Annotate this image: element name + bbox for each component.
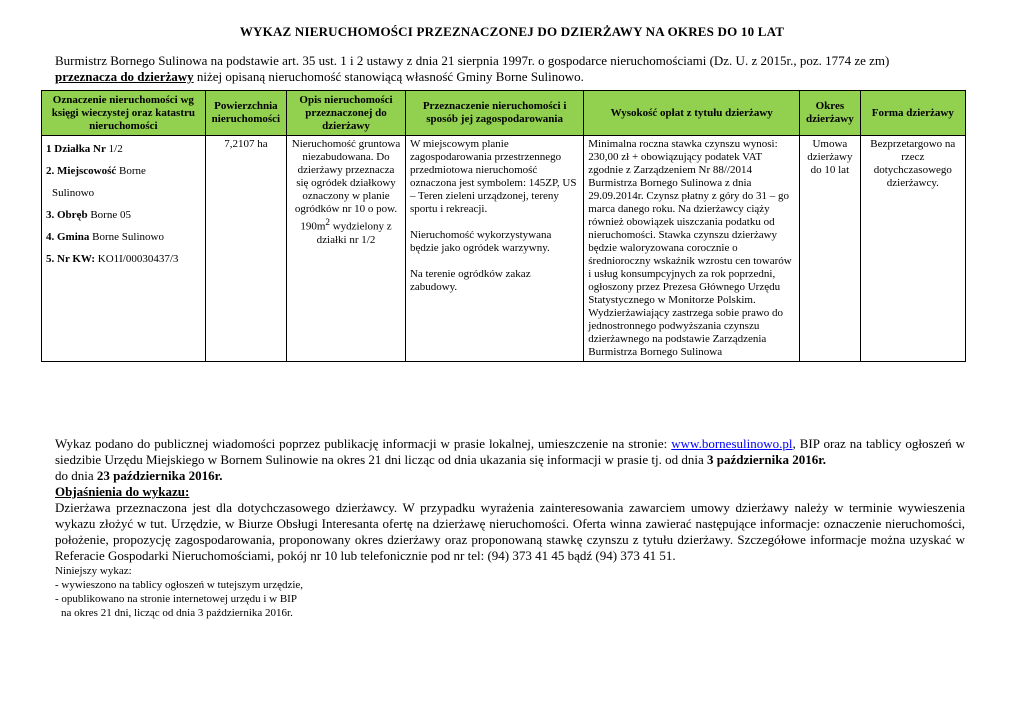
header-location: Oznaczenie nieruchomości wg księgi wieczystej oraz katastru nieruchomości: [42, 91, 206, 136]
cell-form: Bezprzetargowo na rzecz dotychczasowego dzierżawcy.: [860, 136, 965, 362]
intro-line1: Burmistrz Bornego Sulinowa na podstawie art. 35 ust. 1 i 2 ustawy z dnia 21 sierpnia 1997r. o gospodarce nieruchomościami (Dz. U. z 2015r., poz. 1774 ze zm): [55, 53, 890, 68]
location-land-register: 5. Nr KW: KO1I/00030437/3: [46, 253, 179, 265]
notice-list: [55, 564, 965, 620]
intro-paragraph: [55, 53, 975, 85]
purpose-plan: W miejscowym planie zagospodarowania przestrzennego przedmiotowa nieruchomość oznaczona jest symbolem: 145ZP, US – Teren zieleni urządzonej, tereny sportu i rekreacji.: [409, 138, 577, 215]
explanations-title: Objaśnienia do wykazu:: [55, 484, 190, 499]
location-plot: 1 Działka Nr 1/2: [46, 143, 123, 155]
cell-area: 7,2107 ha: [205, 136, 286, 362]
notice-item: - wywieszono na tablicy ogłoszeń w tutejszym urzędzie,: [55, 579, 304, 591]
purpose-use: Nieruchomość wykorzystywana będzie jako ogródek warzywny.: [409, 229, 552, 254]
notice-item: na okres 21 dni, licząc od dnia 3 października 2016r.: [61, 607, 293, 619]
intro-underlined: przeznacza do dzierżawy: [55, 69, 194, 84]
notice-item: - opublikowano na stronie internetowej urzędu i w BIP: [55, 593, 297, 605]
cell-description: Nieruchomość gruntowa niezabudowana. Do dzierżawy przeznacza się ogródek działkowy oznaczony w planie ogródków nr 10 o pow. $190m^2$ wydzielony z działki nr 1/2: [287, 136, 406, 362]
notice-title: Niniejszy wykaz:: [55, 565, 132, 577]
publication-paragraph: Wykaz podano do publicznej wiadomości poprzez publikację informacji w prasie lokalnej, umieszczenie na stronie: www.bornesulinowo.pl, BIP oraz na tablicy ogłoszeń w siedzibie Urzędu Miejskiego w Bornem Sulinowie na okres 21 dni licząc od dnia ukazania się informacji w prasie tj. od dnia 3 października 2016r. do dnia 23 października 2016r.: [55, 436, 965, 483]
footer-section: [55, 436, 965, 620]
table-row: [42, 136, 966, 362]
cell-fee: Minimalna roczna stawka czynszu wynosi: 230,00 zł + obowiązujący podatek VAT zgodnie z Zarządzeniem Nr 88//2014 Burmistrza Bornego Sulinowa z dnia 29.09.2014r. Czynsz płatny z góry do 31 – go marca danego roku. Na dzierżawcy ciąży również obowiązek uiszczania podatku od nieruchomości. Stawka czynszu dzierżawy będzie waloryzowana corocznie o średnioroczny wskaźnik wzrostu cen towarów i usług konsumpcyjnych za rok poprzedni, ogłoszony przez Prezesa Głównego Urzędu Statystycznego w Monitorze Polskim. Wydzierżawiający zastrzega sobie prawo do jednostronnego podwyższania czynszu dzierżawnego na podstawie Zarządzenia Burmistrza Bornego Sulinowa: [584, 136, 800, 362]
header-fee: Wysokość opłat z tytułu dzierżawy: [584, 91, 800, 136]
website-link[interactable]: www.bornesulinowo.pl: [671, 436, 793, 451]
cell-period: Umowa dzierżawy do 10 lat: [800, 136, 860, 362]
header-purpose: Przeznaczenie nieruchomości i sposób jej zagospodarowania: [405, 91, 583, 136]
header-description: Opis nieruchomości przeznaczonej do dzierżawy: [287, 91, 406, 136]
header-area: Powierzchnia nieruchomości: [205, 91, 286, 136]
intro-line2: niżej opisaną nieruchomość stanowiącą własność Gminy Borne Sulinowo.: [193, 69, 584, 84]
cell-purpose: [405, 136, 583, 362]
end-date: 23 października 2016r.: [96, 468, 223, 483]
property-table: [41, 90, 966, 362]
explanations-text: Dzierżawa przeznaczona jest dla dotychczasowego dzierżawcy. W przypadku wyrażenia zainteresowania zawarciem umowy dzierżawy należy w terminie wywieszenia wykazu złożyć w tut. Urzędzie, w Biurze Obsługi Interesanta ofertę na dzierżawę nieruchomości. Oferta winna zawierać następujące informacje: oznaczenie nieruchomości, położenie, propozycję zagospodarowania, proponowany okres dzierżawy oraz proponowaną stawkę czynszu z tytułu dzierżawy. Szczegółowe informacje można uzyskać w Referacie Gospodarki Nieruchomościami, pokój nr 10 lub telefonicznie pod nr tel: (94) 373 41 45 bądź (94) 373 41 51.: [55, 500, 965, 563]
location-precinct: 3. Obręb Borne 05: [46, 209, 131, 221]
header-period: Okres dzierżawy: [800, 91, 860, 136]
table-header-row: [42, 91, 966, 136]
purpose-restriction: Na terenie ogródków zakaz zabudowy.: [409, 268, 531, 293]
start-date: 3 października 2016r.: [707, 452, 827, 467]
location-town-cont: Sulinowo: [52, 187, 95, 199]
cell-location: [42, 136, 206, 362]
location-municipality: 4. Gmina Borne Sulinowo: [46, 231, 164, 243]
header-form: Forma dzierżawy: [860, 91, 965, 136]
location-town: 2. Miejscowość Borne: [46, 165, 146, 177]
page-title: WYKAZ NIERUCHOMOŚCI PRZEZNACZONEJ DO DZIERŻAWY NA OKRES DO 10 LAT: [239, 24, 785, 39]
